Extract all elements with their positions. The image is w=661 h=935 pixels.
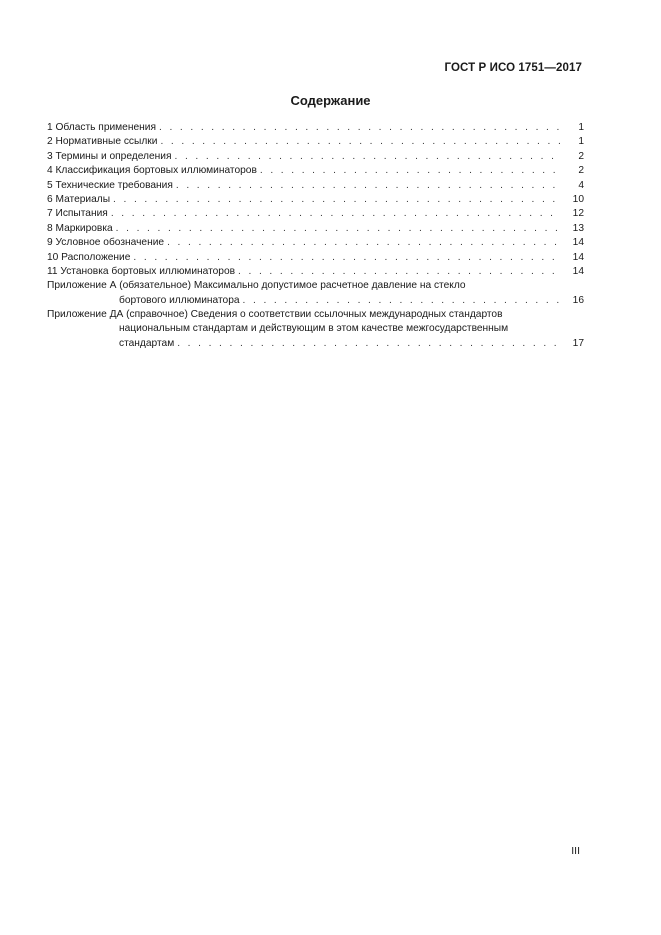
toc-leader-dots — [174, 150, 560, 164]
toc-entry-page: 4 — [578, 179, 584, 191]
toc-entry-label: 7 Испытания — [47, 208, 108, 220]
toc-entry-label: 10 Расположение — [47, 251, 131, 263]
toc-title: Содержание — [290, 93, 371, 108]
document-standard-number: ГОСТ Р ИСО 1751—2017 — [444, 62, 582, 74]
toc-entry-page: 1 — [578, 136, 584, 148]
toc-leader-dots — [160, 135, 560, 149]
toc-entry-page: 13 — [572, 222, 584, 234]
toc-leader-dots — [113, 193, 560, 207]
toc-entry-label-line: бортового иллюминатора — [119, 294, 240, 306]
toc-entry-testing[interactable] — [47, 207, 584, 221]
toc-leader-dots — [177, 337, 560, 351]
toc-entry-label-line: стандартам — [119, 337, 175, 349]
toc-entry-label: 9 Условное обозначение — [47, 237, 165, 249]
toc-leader-dots — [260, 164, 560, 178]
toc-entry-appendix-a[interactable] — [47, 279, 584, 308]
toc-leader-dots — [111, 207, 560, 221]
toc-entry-terms-definitions[interactable] — [47, 150, 584, 164]
toc-entry-label: 2 Нормативные ссылки — [47, 136, 158, 148]
toc-entry-appendix-da[interactable] — [47, 308, 584, 351]
toc-leader-dots — [133, 251, 560, 265]
toc-entry-marking[interactable] — [47, 222, 584, 236]
toc-entry-label: 8 Маркировка — [47, 222, 113, 234]
toc-entry-page: 14 — [572, 237, 584, 249]
toc-entry-normative-references[interactable] — [47, 135, 584, 149]
toc-entry-page: 2 — [578, 165, 584, 177]
toc-leader-dots — [167, 236, 560, 250]
toc-entry-classification[interactable] — [47, 164, 584, 178]
toc-entry-label: 11 Установка бортовых иллюминаторов — [47, 265, 236, 277]
toc-entry-label: 3 Термины и определения — [47, 150, 172, 162]
toc-entry-page: 16 — [572, 294, 584, 306]
table-of-contents — [47, 121, 584, 351]
toc-entry-page: 10 — [572, 193, 584, 205]
toc-leader-dots — [176, 179, 560, 193]
toc-entry-technical-requirements[interactable] — [47, 179, 584, 193]
toc-entry-label: 4 Классификация бортовых иллюминаторов — [47, 165, 257, 177]
toc-entry-label: 1 Область применения — [47, 122, 156, 133]
toc-leader-dots — [159, 121, 560, 135]
page-number: III — [571, 845, 580, 857]
toc-leader-dots — [116, 222, 560, 236]
toc-leader-dots — [238, 265, 560, 279]
toc-entry-page: 2 — [578, 150, 584, 162]
toc-entry-page: 14 — [572, 265, 584, 277]
toc-entry-label: 6 Материалы — [47, 193, 111, 205]
toc-entry-page: 14 — [572, 251, 584, 263]
toc-entry-label: 5 Технические требования — [47, 179, 173, 191]
toc-entry-page: 12 — [572, 208, 584, 220]
toc-entry-location[interactable] — [47, 251, 584, 265]
toc-entry-label-line: Приложение ДА (справочное) Сведения о соответствии ссылочных международных стандартов — [47, 309, 503, 321]
toc-entry-installation[interactable] — [47, 265, 584, 279]
toc-entry-scope[interactable] — [47, 121, 584, 135]
toc-entry-designation[interactable] — [47, 236, 584, 250]
toc-entry-page: 1 — [578, 122, 584, 133]
toc-entry-label-line: национальным стандартам и действующим в этом качестве межгосударственным — [119, 323, 509, 335]
toc-entry-label-line: Приложение А (обязательное) Максимально допустимое расчетное давление на стекло — [47, 280, 466, 292]
toc-entry-page: 17 — [572, 337, 584, 349]
toc-entry-materials[interactable] — [47, 193, 584, 207]
toc-leader-dots — [243, 294, 560, 308]
